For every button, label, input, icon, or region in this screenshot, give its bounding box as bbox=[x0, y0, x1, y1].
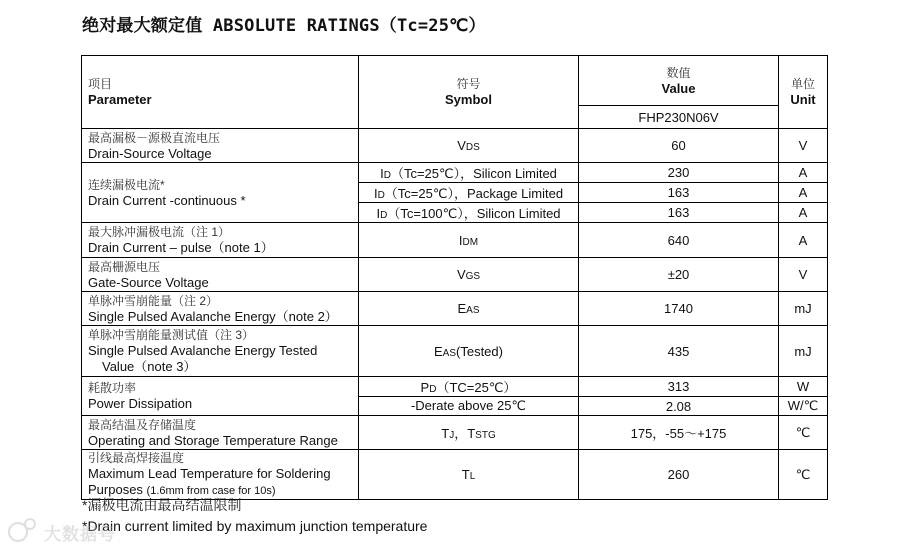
header-parameter: 项目 Parameter bbox=[82, 56, 359, 129]
table-row bbox=[82, 129, 828, 163]
value-cell: 175，-55～+175 bbox=[579, 416, 779, 450]
table-row bbox=[82, 292, 828, 326]
table-row bbox=[82, 416, 828, 450]
value-cell: 163 bbox=[579, 183, 779, 203]
unit-cell: ℃ bbox=[779, 416, 828, 450]
value-cell: 260 bbox=[579, 450, 779, 500]
table-row bbox=[82, 377, 828, 397]
value-cell: 640 bbox=[579, 223, 779, 258]
unit-cell: W/℃ bbox=[779, 397, 828, 416]
param-cell: 引线最高焊接温度 Maximum Lead Temperature for Soldering Purposes (1.6mm from case for 10s) bbox=[82, 450, 359, 500]
symbol-cell: TJ，TSTG bbox=[359, 416, 579, 450]
watermark bbox=[6, 516, 126, 546]
param-cell: 最高漏极－源极直流电压 Drain-Source Voltage bbox=[82, 129, 359, 163]
unit-cell: A bbox=[779, 163, 828, 183]
table-row bbox=[82, 450, 828, 500]
param-cell: 最大脉冲漏极电流（注 1） Drain Current – pulse（note 1） bbox=[82, 223, 359, 258]
param-cell: 单脉冲雪崩能量测试值（注 3） Single Pulsed Avalanche Energy Tested Value（note 3） bbox=[82, 326, 359, 377]
value-cell: ±20 bbox=[579, 258, 779, 292]
symbol-cell: ID（Tc=25℃），Silicon Limited bbox=[359, 163, 579, 183]
watermark-text: 大数据号 bbox=[44, 525, 116, 544]
table-row bbox=[82, 163, 828, 183]
unit-cell: ℃ bbox=[779, 450, 828, 500]
footnote-english: *Drain current limited by maximum junction temperature bbox=[82, 518, 428, 534]
symbol-cell: ID（Tc=25℃），Package Limited bbox=[359, 183, 579, 203]
unit-cell: W bbox=[779, 377, 828, 397]
symbol-cell: IDM bbox=[359, 223, 579, 258]
header-symbol: 符号 Symbol bbox=[359, 56, 579, 129]
header-value: 数值 Value bbox=[579, 56, 779, 106]
header-unit: 单位 Unit bbox=[779, 56, 828, 129]
absolute-ratings-table bbox=[81, 55, 828, 500]
table-row bbox=[82, 223, 828, 258]
param-cell: 最高结温及存储温度 Operating and Storage Temperature Range bbox=[82, 416, 359, 450]
value-cell: 1740 bbox=[579, 292, 779, 326]
footnote-chinese: *漏极电流由最高结温限制 bbox=[82, 497, 242, 513]
page-title: 绝对最大额定值 ABSOLUTE RATINGS（Tc=25℃） bbox=[82, 16, 486, 36]
symbol-cell: ID（Tc=100℃），Silicon Limited bbox=[359, 203, 579, 223]
unit-cell: A bbox=[779, 203, 828, 223]
unit-cell: A bbox=[779, 183, 828, 203]
symbol-cell: EAS(Tested) bbox=[359, 326, 579, 377]
param-cell: 最高栅源电压 Gate-Source Voltage bbox=[82, 258, 359, 292]
value-cell: 435 bbox=[579, 326, 779, 377]
unit-cell: A bbox=[779, 223, 828, 258]
header-part-number: FHP230N06V bbox=[579, 106, 779, 129]
table-row bbox=[82, 258, 828, 292]
value-cell: 163 bbox=[579, 203, 779, 223]
unit-cell: mJ bbox=[779, 326, 828, 377]
value-cell: 60 bbox=[579, 129, 779, 163]
param-cell: 耗散功率 Power Dissipation bbox=[82, 377, 359, 416]
value-cell: 230 bbox=[579, 163, 779, 183]
value-cell: 313 bbox=[579, 377, 779, 397]
table-header-row bbox=[82, 56, 828, 106]
unit-cell: mJ bbox=[779, 292, 828, 326]
table-row bbox=[82, 326, 828, 377]
symbol-cell: VGS bbox=[359, 258, 579, 292]
unit-cell: V bbox=[779, 258, 828, 292]
symbol-cell: EAS bbox=[359, 292, 579, 326]
symbol-cell: TL bbox=[359, 450, 579, 500]
symbol-cell: VDS bbox=[359, 129, 579, 163]
param-cell: 连续漏极电流* Drain Current -continuous * bbox=[82, 163, 359, 223]
unit-cell: V bbox=[779, 129, 828, 163]
watermark-logo-icon bbox=[6, 516, 40, 544]
symbol-cell: PD（TC=25℃） bbox=[359, 377, 579, 397]
param-cell: 单脉冲雪崩能量（注 2） Single Pulsed Avalanche Energy（note 2） bbox=[82, 292, 359, 326]
value-cell: 2.08 bbox=[579, 397, 779, 416]
symbol-cell: -Derate above 25℃ bbox=[359, 397, 579, 416]
